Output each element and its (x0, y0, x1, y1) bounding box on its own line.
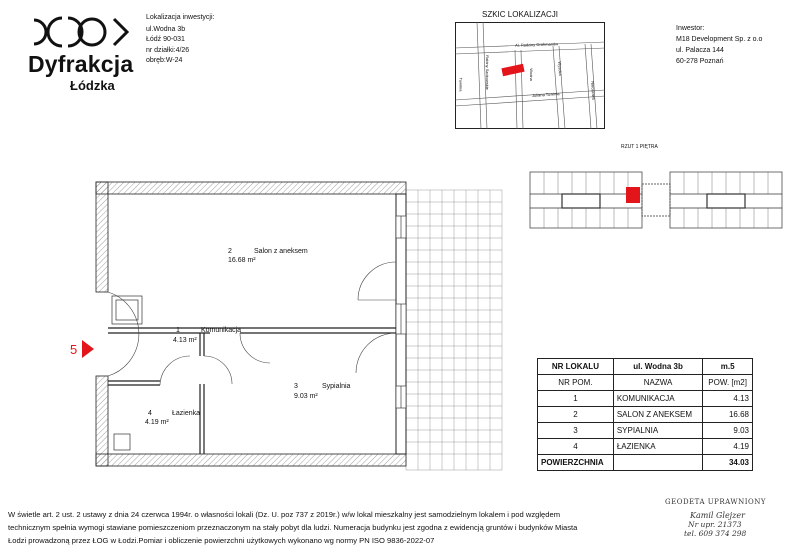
apartment-floor-plan (90, 176, 510, 472)
investor-company: M18 Development Sp. z o.o (676, 36, 763, 43)
table-header-address: ul. Wodna 3b (613, 359, 702, 375)
room-3-name: Sypialnia (322, 383, 351, 390)
surveyor-stamp-license: Nr upr. 21373 (688, 520, 742, 529)
entrance-arrow-icon (82, 340, 94, 358)
room-1-name: Komunikacja (201, 327, 242, 334)
investor-heading: Inwestor: (676, 25, 705, 32)
surveyor-stamp-title: GEODETA UPRAWNIONY (665, 498, 766, 506)
room-1-area: 4.13 m² (173, 337, 197, 344)
table-row: 1 KOMUNIKACJA 4.13 (538, 391, 753, 407)
room-area-table (537, 358, 753, 471)
sketch-street-1: Al. Rodziny Grohmanów (514, 41, 559, 48)
entrance-number: 5 (70, 342, 78, 357)
table-header-apartment: m.5 (703, 359, 753, 375)
footer-line-3: Łodzi prowadzoną przez ŁOG w Łodzi.Pomiar i obliczenie powierzchni użytkowych wykonano wg normy PN ISO 9836-2022-07 (8, 536, 435, 545)
location-heading: Lokalizacja inwestycji: (146, 14, 215, 21)
investor-city: 60-278 Poznań (676, 58, 724, 65)
location-precinct: obręb:W-24 (146, 57, 183, 64)
table-row: 3 SYPIALNIA 9.03 (538, 423, 753, 439)
location-city: Łódź 90-031 (146, 36, 185, 43)
footer-line-1: W świetle art. 2 ust. 2 ustawy z dnia 24 czerwca 1994r. o własności lokali (Dz. U. poz 737 z 2019r.) w/w lokal mieszkalny jest samodzielnym lokalem i pod względem (8, 510, 561, 519)
sketch-street-2: Rabiny Szokowskie (484, 55, 490, 90)
surveyor-stamp-name: Kamil Glejzer (690, 511, 745, 520)
room-3-area: 9.03 m² (294, 393, 318, 400)
sketch-street-6: Wysoka (557, 61, 564, 76)
table-col-room-no: NR POM. (538, 375, 614, 391)
table-total-row (538, 455, 753, 471)
location-plot: nr działki:4/26 (146, 47, 190, 54)
floor-plan-label: RZUT 1 PIĘTRA (621, 144, 658, 150)
table-row: 2 SALON Z ANEKSEM 16.68 (538, 407, 753, 423)
brand-subtitle: Łódzka (70, 78, 115, 93)
sketch-street-3: Tuwima (458, 77, 464, 92)
room-2-name: Salon z aneksem (254, 248, 308, 255)
investor-street: ul. Palacza 144 (676, 47, 724, 54)
key-plan (522, 162, 790, 240)
sketch-street-7: Niecałowa (590, 81, 597, 100)
table-header-unit: NR LOKALU (538, 359, 614, 375)
table-row: 4 ŁAZIENKA 4.19 (538, 439, 753, 455)
surveyor-stamp-phone: tel. 609 374 298 (684, 529, 747, 538)
sketch-title: SZKIC LOKALIZACJI (482, 10, 559, 19)
brand-logo-mark (28, 14, 132, 50)
location-street: ul.Wodna 3b (146, 26, 186, 33)
table-col-area: POW. [m2] (703, 375, 753, 391)
table-col-name: NAZWA (613, 375, 702, 391)
room-2-number: 2 (228, 248, 232, 255)
room-1-number: 1 (176, 327, 180, 334)
sketch-street-4: Wodna (528, 68, 534, 81)
footer-line-2: technicznym spełnia wymogi stawiane pomieszczeniom przeznaczonym na stały pobyt dla ludzi. Numeracja budynku jest zgodna z ewidencją gruntów i budynków Miasta (8, 523, 578, 532)
room-2-area: 16.68 m² (228, 257, 256, 264)
room-4-area: 4.19 m² (145, 419, 169, 426)
table-total-value: 34.03 (703, 455, 753, 471)
room-4-number: 4 (148, 410, 152, 417)
room-3-number: 3 (294, 383, 298, 390)
sketch-street-5: Juliana Tuwima (531, 91, 560, 98)
room-4-name: Łazienka (172, 410, 201, 417)
table-total-label: POWIERZCHNIA (538, 455, 614, 471)
brand-name: Dyfrakcja (28, 51, 134, 77)
